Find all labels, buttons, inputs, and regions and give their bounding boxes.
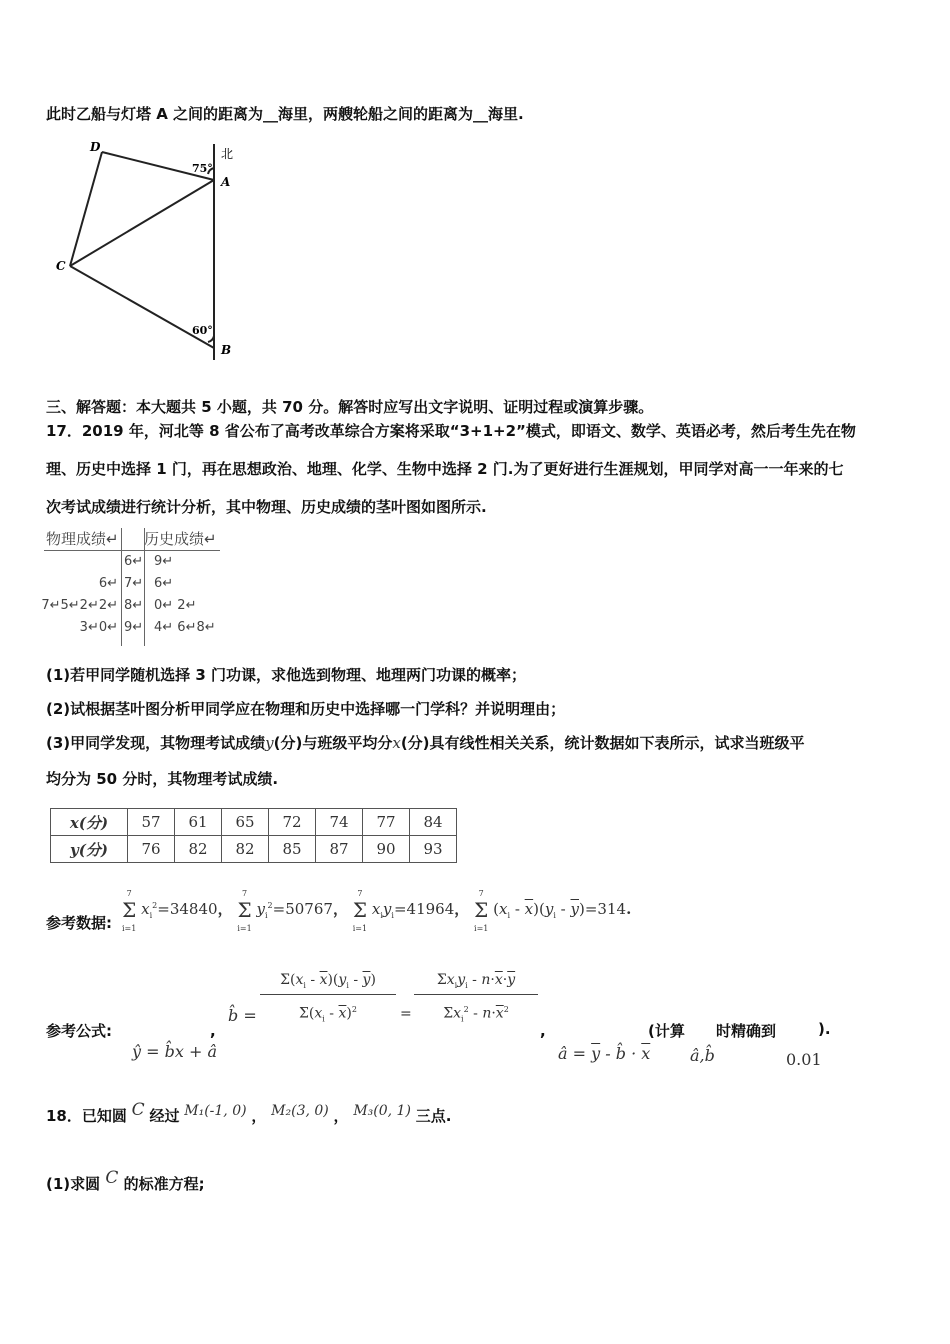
stemleaf-row: 6↵ 7↵ 6↵ [98,576,174,591]
formula-note-b: 时精确到 [716,1022,777,1040]
table-row: x(分) 57 61 65 72 74 77 84 [51,809,457,836]
formula-note-a: (计算 [648,1022,685,1040]
label-c: C [56,259,66,273]
label-north: 北 [221,147,234,161]
ref-data-label: 参考数据: [46,914,112,932]
section-heading: 三、解答题：本大题共 5 小题，共 70 分。解答时应写出文字说明、证明过程或演算步骤。 [46,398,654,416]
stem-leaf-plot [41,528,234,648]
stemleaf-header-right: 历史成绩↵ [144,530,217,548]
q17-part1: (1)若甲同学随机选择 3 门功课，求他选到物理、地理两门功课的概率； [46,666,527,684]
formula-note-c: ). [818,1020,831,1038]
ref-formula-label: 参考公式: [46,1022,112,1040]
q17-part3-line2: 均分为 50 分时，其物理考试成绩. [46,770,279,788]
label-b: B [221,343,232,357]
stemleaf-row: 6↵ 9↵ [124,554,174,569]
ref-data-formulas: 7 Σ i=1 $x_i^2=34840$， 7 Σ i=1 $y_i^2=50767$， 7 Σ i=1 $x_iy_i=41964$， 7 Σ i=1 $(x_i - \overline{x})(y_i - \overline{y})=314$. [122,889,632,933]
stemleaf-row: 3↵0↵ 9↵ 4↵ 6↵8↵ [79,620,216,635]
label-d: D [90,140,101,154]
q17-part2: (2)试根据茎叶图分析甲同学应在物理和历史中选择哪一门学科？并说明理由； [46,700,566,718]
angle-75: 75° [192,162,213,175]
intro-line: 此时乙船与灯塔 A 之间的距离为__海里，两艘轮船之间的距离为__海里. [46,105,524,123]
q18-part1: (1)求圆 C 的标准方程; [46,1168,205,1193]
stemleaf-header-left: 物理成绩↵ [46,530,119,548]
angle-60: 60° [192,324,213,337]
label-a: A [221,175,231,189]
xy-data-table [50,808,457,863]
q17-line2: 理、历史中选择 1 门，再在思想政治、地理、化学、生物中选择 2 门.为了更好进行生涯规划，甲同学对高一一年来的七 [46,460,844,478]
q17-line3: 次考试成绩进行统计分析，其中物理、历史成绩的茎叶图如图所示. [46,498,487,516]
q17-line1: 17．2019 年，河北等 8 省公布了高考改革综合方案将采取“3+1+2”模式，即语文、数学、英语必考，然后考生先在物 [46,422,856,440]
a-hat-formula: â = $\overline{y}$ - b̂ · $\overline{x}$ [558,1044,651,1063]
precision-value: 0.01 [786,1050,822,1069]
q18-line: 18．已知圆 C 经过 M₁(-1, 0) ， M₂(3, 0) ， M₃(0, 1) 三点. [46,1100,452,1125]
q17-part3: (3)甲同学发现，其物理考试成绩y(分)与班级平均分x(分)具有线性相关关系，统计数据如下表所示，试求当班级平 [46,734,805,752]
stemleaf-row: 7↵5↵2↵2↵ 8↵ 0↵ 2↵ [41,598,197,613]
table-row: y(分) 76 82 82 85 87 90 93 [51,836,457,863]
geometry-diagram [40,138,260,368]
regression-line-formula: ŷ = b̂x + â [132,1042,217,1061]
